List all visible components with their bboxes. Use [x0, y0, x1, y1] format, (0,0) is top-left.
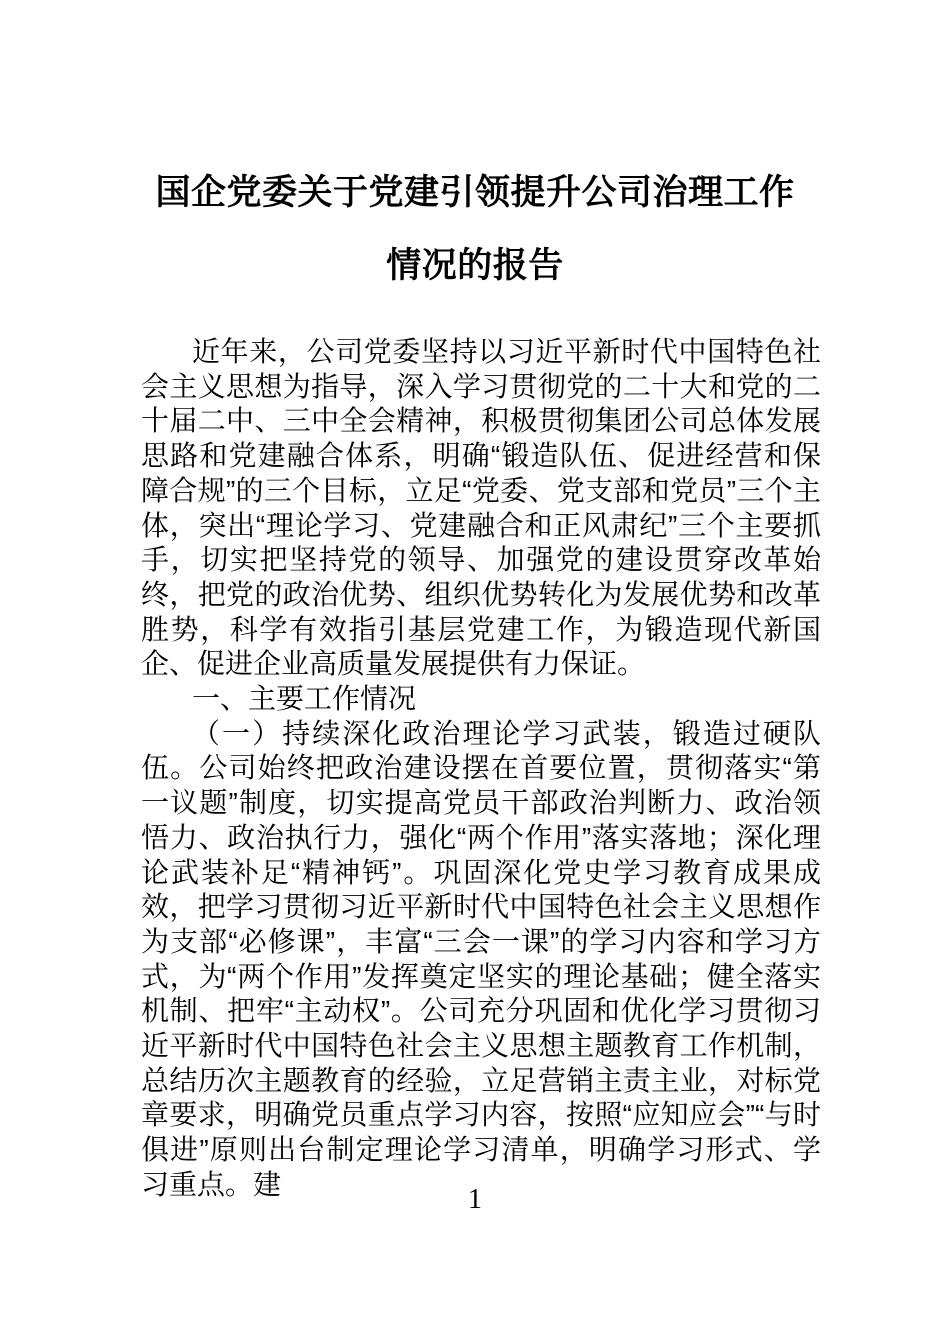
document-title-line-2: 情况的报告 [386, 246, 564, 285]
paragraph-section-1-1: （一）持续深化政治理论学习武装，锻造过硬队伍。公司始终把政治建设摆在首要位置，贯彻落实“第一议题”制度，切实提高党员干部政治判断力、政治领悟力、政治执行力，强化“两个作用”落实落地；深化理论武装补足“精神钙”。巩固深化党史学习教育成果成效，把学习贯彻习近平新时代中国特色社会主义思想作为支部“必修课”，丰富“三会一课”的学习内容和学习方式，为“两个作用”发挥奠定坚实的理论基础；健全落实机制、把牢“主动权”。公司充分巩固和优化学习贯彻习近平新时代中国特色社会主义思想主题教育工作机制，总结历次主题教育的经验，立足营销主责主业，对标党章要求，明确党员重点学习内容，按照“应知应会”“与时俱进”原则出台制定理论学习清单，明确学习形式、学习重点。建 [141, 717, 821, 1200]
paragraph-intro: 近年来，公司党委坚持以习近平新时代中国特色社会主义思想为指导，深入学习贯彻党的二十大和党的二十届二中、三中全会精神，积极贯彻集团公司总体发展思路和党建融合体系，明确“锻造队伍、促进经营和保障合规”的三个目标，立足“党委、党支部和党员”三个主体，突出“理论学习、党建融合和正风肃纪”三个主要抓手，切实把坚持党的领导、加强党的建设贯穿改革始终，把党的政治优势、组织优势转化为发展优势和改革胜势，科学有效指引基层党建工作，为锻造现代新国企、促进企业高质量发展提供有力保证。 [141, 336, 821, 680]
page-number: 1 [468, 1184, 482, 1215]
document-title [0, 156, 950, 302]
document-title-line-1: 国企党委关于党建引领提升公司治理工作 [155, 173, 795, 212]
document-body [141, 335, 821, 1203]
section-heading-1: 一、主要工作情况 [192, 683, 417, 715]
